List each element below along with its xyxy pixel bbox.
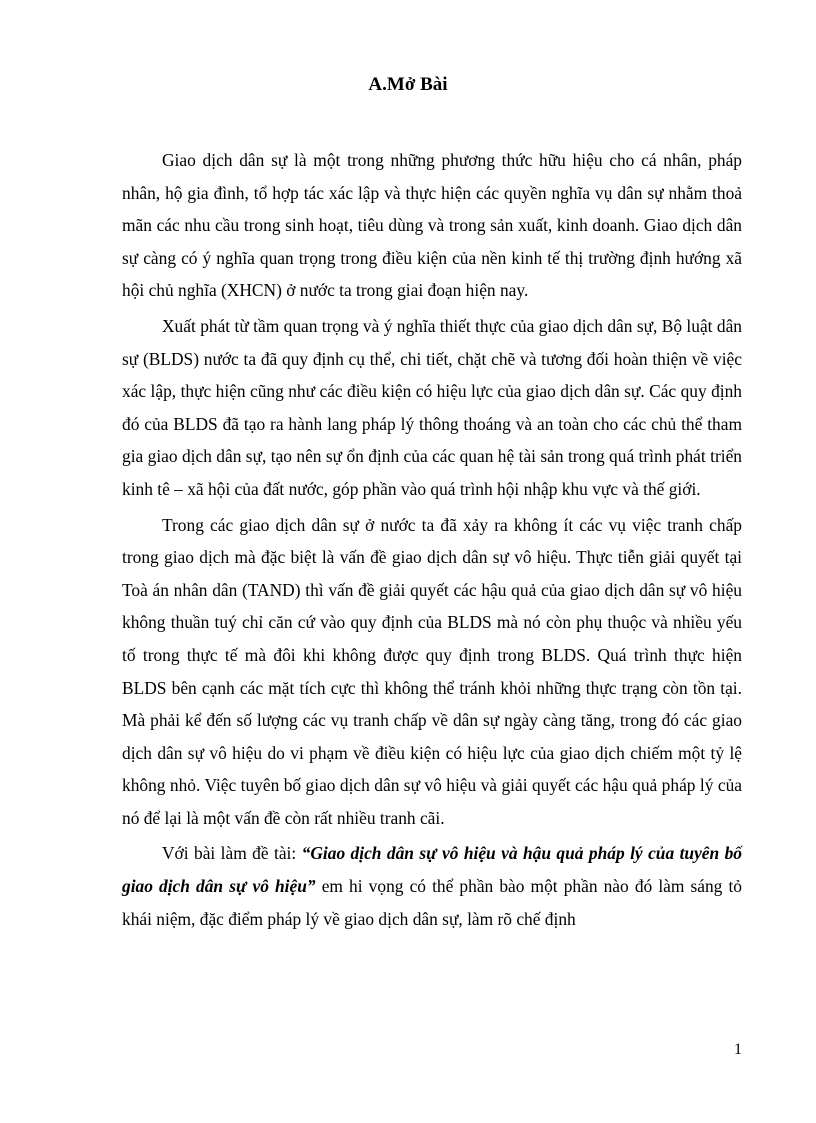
paragraph-3: Trong các giao dịch dân sự ở nước ta đã xảy ra không ít các vụ việc tranh chấp trong giao dịch mà đặc biệt là vấn đề giao dịch dân sự vô hiệu. Thực tiễn giải quyết tại Toà án nhân dân (TAND) thì vấn đề giải quyết các hậu quả của giao dịch dân sự vô hiệu không thuần tuý chỉ căn cứ vào quy định của BLDS mà nó còn phụ thuộc và nhiều yếu tố trong thực tế mà đôi khi không được quy định trong BLDS. Quá trình thực hiện BLDS bên cạnh các mặt tích cực thì không thể tránh khỏi những thực trạng còn tồn tại. Mà phải kể đến số lượng các vụ tranh chấp về dân sự ngày càng tăng, trong đó các giao dịch dân sự vô hiệu do vi phạm về điều kiện có hiệu lực của giao dịch chiếm một tỷ lệ không nhỏ. Việc tuyên bố giao dịch dân sự vô hiệu và giải quyết các hậu quả pháp lý của nó để lại là một vấn đề còn rất nhiều tranh cãi.	[122, 514, 742, 828]
topic-title: “Giao dịch dân sự vô hiệu và hậu quả pháp lý của tuyên bố giao dịch dân sự vô hiệu”	[122, 843, 743, 897]
paragraph-1: Giao dịch dân sự là một trong những phương thức hữu hiệu cho cá nhân, pháp nhân, hộ gia đình, tổ hợp tác xác lập và thực hiện các quyền nghĩa vụ dân sự nhằm thoả mãn các nhu cầu trong sinh hoạt, tiêu dùng và trong sản xuất, kinh doanh. Giao dịch dân sự càng có ý nghĩa quan trọng trong điều kiện của nền kinh tế thị trường định hướng xã hội chủ nghĩa (XHCN) ở nước ta trong giai đoạn hiện nay.	[122, 150, 742, 301]
body-text	[122, 144, 742, 935]
paragraph-4	[122, 837, 742, 935]
page-title: A.Mở Bài	[368, 74, 448, 95]
paragraph-2: Xuất phát từ tầm quan trọng và ý nghĩa thiết thực của giao dịch dân sự, Bộ luật dân sự (BLDS) nước ta đã quy định cụ thể, chi tiết, chặt chẽ và tương đối hoàn thiện về việc xác lập, thực hiện cũng như các điều kiện có hiệu lực của giao dịch dân sự. Các quy định đó của BLDS đã tạo ra hành lang pháp lý thông thoáng và an toàn cho các chủ thể tham gia giao dịch dân sự, tạo nên sự ổn định của các quan hệ tài sản trong quá trình phát triển kinh tê – xã hội của đất nước, góp phần vào quá trình hội nhập khu vực và thế giới.	[122, 315, 742, 499]
paragraph-4-lead: Với bài làm đề tài:	[162, 843, 302, 864]
paragraph-4-tail: em hi vọng có thể phần bào một phần nào đó làm sáng tỏ khái niệm, đặc điểm pháp lý về giao dịch dân sự, làm rõ chế định	[122, 876, 743, 929]
page-number: 1	[734, 1041, 742, 1058]
